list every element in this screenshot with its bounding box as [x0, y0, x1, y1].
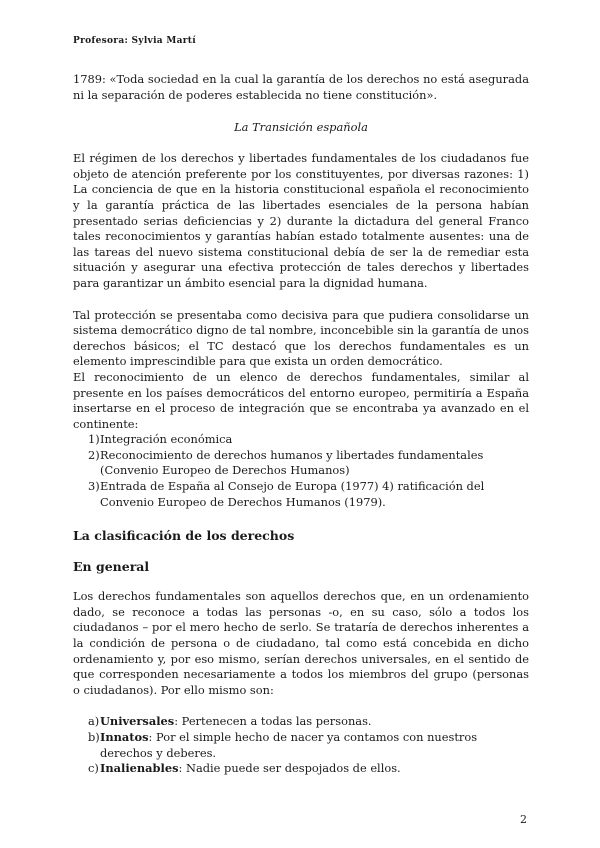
quote-paragraph: 1789: «Toda sociedad en la cual la garantía de los derechos no está asegurada ni la separación de poderes establecida no tiene constitución».: [73, 72, 529, 102]
traits-list: [73, 714, 529, 776]
page-number: 2: [520, 813, 527, 826]
section-title-transicion: La Transición española: [234, 120, 368, 135]
paragraph-proteccion: Tal protección se presentaba como decisiva para que pudiera consolidarse un sistema democrático digno de tal nombre, inconcebible sin la garantía de unos derechos básicos; el TC destacó que los derechos fundamentales es un elemento imprescindible para que exista un orden democrático.: [73, 307, 530, 369]
paragraph-regimen: El régimen de los derechos y libertades fundamentales de los ciudadanos fue objeto de atención preferente por los constituyentes, por diversas razones: 1) La conciencia de que en la historia constitucional española el reconocimiento y la garantía práctica de las libertades esenciales de la persona habían presentado serias deficiencias y 2) durante la dictadura del general Franco tales reconocimientos y garantías habían estado totalmente ausentes: una de las tareas del nuevo sistema constitucional debía de ser la de remediar esta situación y asegurar una efectiva protección de tales derechos y libertades para garantizar un ámbito esencial para la dignidad humana.: [73, 151, 529, 290]
page-header-author: Profesora: Sylvia Martí: [73, 36, 196, 46]
list-item: 1) Integración económica: [88, 432, 233, 447]
list-item: a) Universales: Pertenecen a todas las personas.: [88, 714, 372, 729]
document-body: [73, 72, 529, 777]
list-item: 2) Reconocimiento de derechos humanos y libertades fundamentales (Convenio Europeo de Derechos Humanos): [88, 447, 484, 478]
list-item: 3) Entrada de España al Consejo de Europa (1977) 4) ratificación del Convenio Europeo de Derechos Humanos (1979).: [88, 479, 485, 509]
list-item: c) Inalienables: Nadie puede ser despojados de ellos.: [88, 761, 401, 776]
list-item: b) Innatos: Por el simple hecho de nacer ya contamos con nuestros derechos y deberes.: [88, 730, 478, 760]
heading-en-general: En general: [73, 559, 150, 575]
paragraph-reconocimiento: El reconocimiento de un elenco de derechos fundamentales, similar al presente en los países democráticos del entorno europeo, permitiría a España insertarse en el proceso de integración que se encontraba ya avanzado en el continente:: [73, 369, 529, 431]
integration-list: [73, 432, 529, 510]
paragraph-derechos-fundamentales: Los derechos fundamentales son aquellos derechos que, en un ordenamiento dado, se reconoce a todas las personas -o, en su caso, sólo a todos los ciudadanos – por el mero hecho de serlo. Se trataría de derechos inherentes a la condición de persona o de ciudadano, tal como está concebida en dicho ordenamiento y, por eso mismo, serían derechos universales, en el sentido de que corresponden necesariamente a todos los miembros del grupo (personas o ciudadanos). Por ello mismo son:: [73, 589, 529, 697]
heading-clasificacion: La clasificación de los derechos: [73, 528, 295, 544]
